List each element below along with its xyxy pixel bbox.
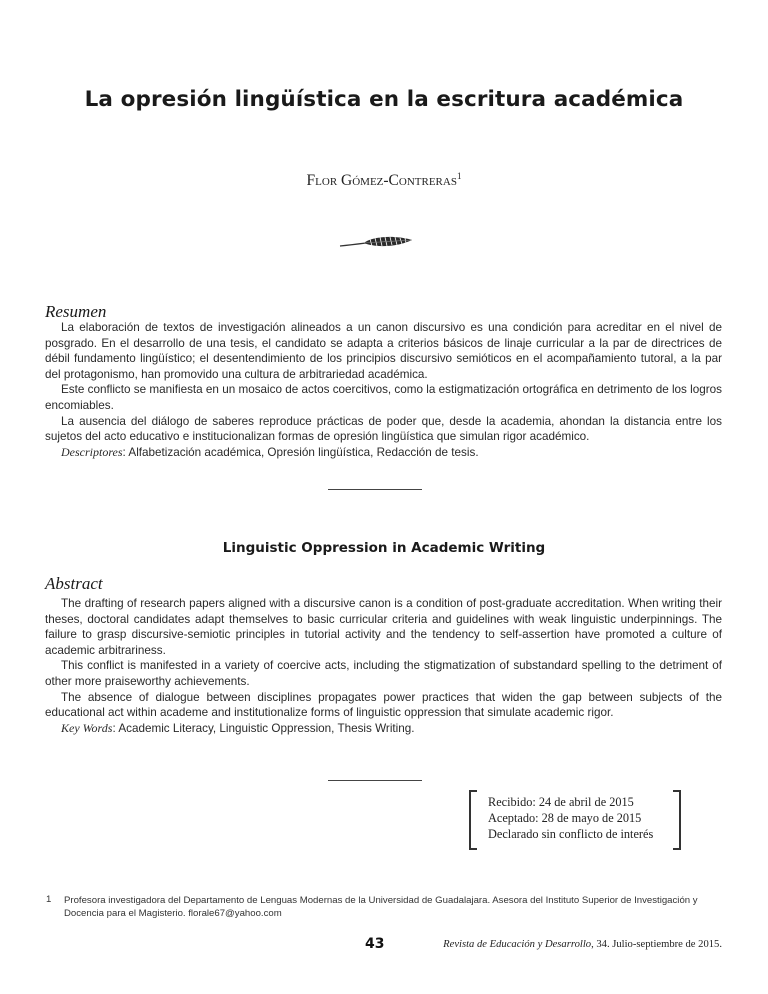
english-title: Linguistic Oppression in Academic Writing (222, 540, 546, 556)
journal-issue: , 34. Julio-septiembre de 2015. (591, 939, 722, 950)
resumen-keywords-list: Alfabetización académica, Opresión lingüística, Redacción de tesis. (128, 445, 479, 459)
received-date: Recibido: 24 de abril de 2015 (488, 795, 634, 809)
dates-box (469, 790, 681, 848)
resumen-paragraph: La ausencia del diálogo de saberes reproduce prácticas de poder que, desde la academia, ahondan la distancia entre los sujetos del acto educativo e institucionalizan formas de opresión lingüística que simulan rigor académico. (45, 414, 722, 444)
resumen-keywords-label: Descriptores (61, 444, 123, 459)
page-number: 43 (365, 936, 385, 952)
feather-quill-icon (338, 233, 414, 253)
abstract-keywords-list: Academic Literacy, Linguistic Oppression, Thesis Writing. (118, 721, 415, 735)
left-bracket (469, 790, 477, 850)
abstract-paragraph: The absence of dialogue between disciplines propagates power practices that widen the gap between subjects of the educational act within academe and institutionalize forms of linguistic oppression that simulate academic rigor. (45, 690, 722, 720)
abstract-body (45, 596, 722, 736)
accepted-date: Aceptado: 28 de mayo de 2015 (488, 811, 642, 825)
author-footnote-mark: 1 (456, 171, 462, 181)
abstract-keywords: Key Words: Academic Literacy, Linguistic Oppression, Thesis Writing. (61, 720, 415, 735)
resumen-keywords: Descriptores: Alfabetización académica, Opresión lingüística, Redacción de tesis. (61, 444, 479, 459)
resumen-paragraph: Este conflicto se manifiesta en un mosaico de actos coercitivos, como la estigmatización ortográfica en detrimento de los logros encomiables. (45, 383, 722, 412)
abstract-heading: Abstract (45, 574, 103, 593)
author-name (0, 172, 768, 190)
author-name-text: Flor Gómez-Contreras (306, 172, 457, 189)
journal-name: Revista de Educación y Desarrollo (443, 939, 592, 950)
section-divider (328, 489, 422, 490)
resumen-paragraph: La elaboración de textos de investigación alineados a un canon discursivo es una condición para acreditar en el nivel de posgrado. En el desarrollo de una tesis, el candidato se adapta a criterios básicos de linaje curricular a la par de directrices de débil fundamento lingüístico; el desentendimiento de los principios discursivo semióticos en el acompañamiento tutoral, a la par del protagonismo, han promovido una cultura de arbitrariedad académica. (45, 321, 722, 381)
right-bracket (673, 790, 681, 850)
conflict-statement: Declarado sin conflicto de interés (488, 827, 654, 841)
article-title: La opresión lingüística en la escritura académica (84, 87, 684, 112)
footnote-number: 1 (46, 894, 52, 905)
abstract-keywords-label: Key Words (61, 720, 113, 735)
footnote-text: Profesora investigadora del Departamento de Lenguas Modernas de la Universidad de Guadalajara. Asesora del Instituto Superior de Investigación y Docencia para el Magisterio. florale67@yahoo.com (64, 895, 698, 919)
abstract-paragraph: This conflict is manifested in a variety of coercive acts, including the stigmatization of substandard spelling to the detriment of other more praiseworthy achievements. (45, 659, 722, 688)
resumen-body (45, 320, 722, 460)
resumen-heading: Resumen (45, 302, 107, 321)
section-divider (328, 780, 422, 781)
abstract-paragraph: The drafting of research papers aligned with a discursive canon is a condition of post-graduate accreditation. When writing their theses, doctoral candidates adapt themselves to basic curricular criteria and guidelines with weak linguistic underpinnings. The failure to grasp discursive-semiotic principles in tutorial activity and the tendency to self-assertion have promoted a culture of academic arbitrariness. (45, 597, 722, 657)
dates-lines (488, 794, 653, 842)
journal-citation (443, 939, 722, 950)
